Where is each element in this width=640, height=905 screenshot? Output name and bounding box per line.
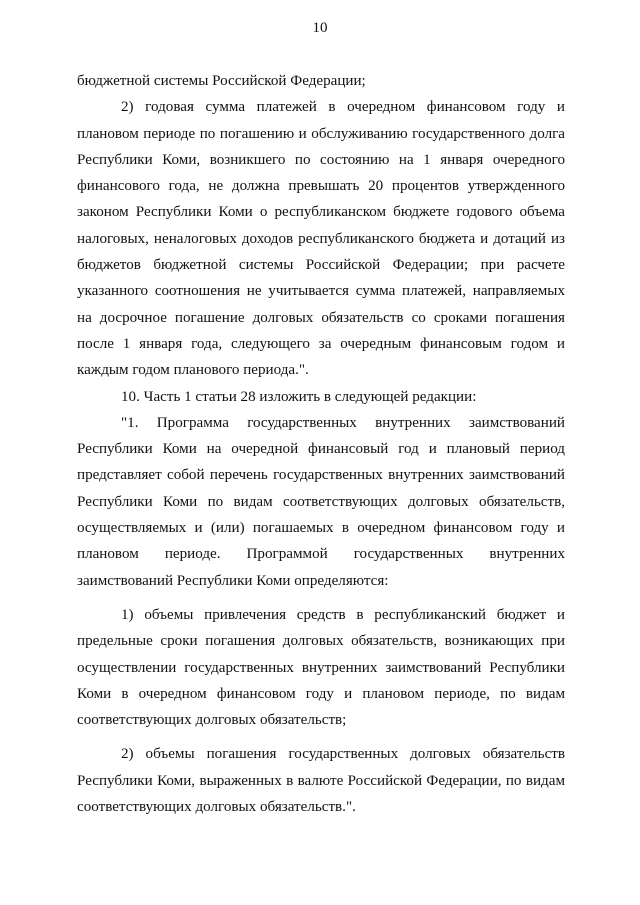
paragraph-continuation: бюджетной системы Российской Федерации; [77,73,366,89]
paragraph-gap [77,733,565,741]
paragraph-borrowing-program: "1. Программа государственных внутренних заимствований Республики Коми на очередной финансовый год и плановый период представляет собой перечень государственных внутренних заимствований Республики Коми по видам соответствующих долговых обязательств, осуществляемых и (или) погашаемых в очередном финансовом году и плановом периоде. Программой государственных внутренних заимствований Республики Коми определяются: [77,414,565,589]
paragraph-item-2-repayment: 2) объемы погашения государственных долговых обязательств Республики Коми, выраженных в валюте Российской Федерации, по видам соответствующих долговых обязательств.". [77,746,565,816]
page-number: 10 [312,20,328,36]
paragraph-item-1-volumes: 1) объемы привлечения средств в республиканский бюджет и предельные сроки погашения долговых обязательств, возникающих при осуществлении государственных внутренних заимствований Республики Коми в очередном финансовом году и плановом периоде, по видам соответствующих долговых обязательств; [77,606,565,729]
paragraph-item-2-debt-payments: 2) годовая сумма платежей в очередном финансовом году и плановом периоде по погашению и обслуживанию государственного долга Республики Коми, возникшего по состоянию на 1 января очередного финансового года, не должна превышать 20 процентов утвержденного законом Республики Коми о республиканском бюджете годового объема налоговых, неналоговых доходов республиканского бюджета и дотаций из бюджетов бюджетной системы Российской Федерации; при расчете указанного соотношения не учитывается сумма платежей, направляемых на досрочное погашение долговых обязательств со сроками погашения после 1 января года, следующего за очередным финансовым годом и каждым годом планового периода.". [77,99,565,379]
paragraph-gap [77,594,565,602]
document-body [77,68,565,820]
paragraph-point-10: 10. Часть 1 статьи 28 изложить в следующей редакции: [121,388,477,405]
